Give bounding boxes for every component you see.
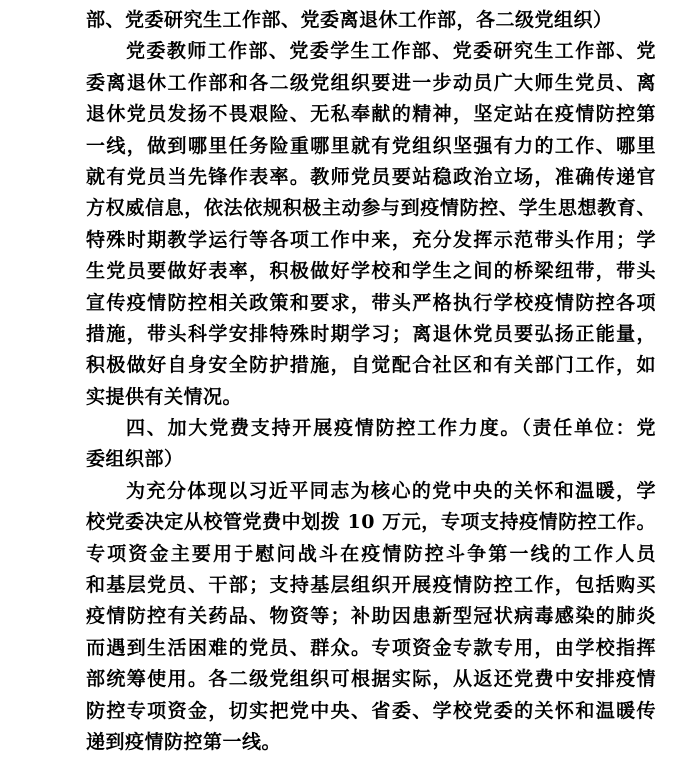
section-heading-line: 委组织部） bbox=[86, 448, 184, 471]
text-line: 实提供有关情况。 bbox=[86, 385, 243, 408]
text-line: 而遇到生活困难的党员、群众。专项资金专款专用，由学校指挥 bbox=[86, 636, 656, 659]
text-line: 疫情防控有关药品、物资等；补助因患新型冠状病毒感染的肺炎 bbox=[86, 605, 656, 628]
text-line: 措施，带头科学安排特殊时期学习；离退休党员要弘扬正能量， bbox=[86, 322, 656, 345]
text-line: 宣传疫情防控相关政策和要求，带头严格执行学校疫情防控各项 bbox=[86, 291, 656, 314]
text-line: 就有党员当先锋作表率。教师党员要站稳政治立场，准确传递官 bbox=[86, 165, 656, 188]
text-line: 专项资金主要用于慰问战斗在疫情防控斗争第一线的工作人员 bbox=[86, 542, 656, 565]
text-line: 校党委决定从校管党费中划拨 10 万元，专项支持疫情防控工作。 bbox=[86, 511, 656, 534]
text-line: 部、党委研究生工作部、党委离退休工作部，各二级党组织） bbox=[86, 9, 613, 31]
text-line: 部统筹使用。各二级党组织可根据实际，从返还党费中安排疫情 bbox=[86, 668, 656, 691]
text-line: 一线，做到哪里任务险重哪里就有党组织坚强有力的工作、哪里 bbox=[86, 134, 656, 157]
text-line: 委离退休工作部和各二级党组织要进一步动员广大师生党员、离 bbox=[86, 71, 656, 94]
document-body-text bbox=[86, 5, 656, 758]
text-line: 防控专项资金，切实把党中央、省委、学校党委的关怀和温暖传 bbox=[86, 699, 656, 722]
text-line: 特殊时期教学运行等各项工作中来，充分发挥示范带头作用；学 bbox=[86, 228, 656, 251]
text-line: 递到疫情防控第一线。 bbox=[86, 730, 282, 753]
section-heading-line: 四、加大党费支持开展疫情防控工作力度。（责任单位：党 bbox=[126, 417, 656, 440]
text-line: 和基层党员、干部；支持基层组织开展疫情防控工作，包括购买 bbox=[86, 574, 656, 597]
text-line: 方权威信息，依法依规积极主动参与到疫情防控、学生思想教育、 bbox=[86, 197, 656, 220]
text-line: 生党员要做好表率，积极做好学校和学生之间的桥梁纽带，带头 bbox=[86, 260, 656, 283]
text-line: 为充分体现以习近平同志为核心的党中央的关怀和温暖，学 bbox=[126, 479, 656, 502]
text-line: 党委教师工作部、党委学生工作部、党委研究生工作部、党 bbox=[126, 40, 656, 63]
text-line: 积极做好自身安全防护措施，自觉配合社区和有关部门工作，如 bbox=[86, 354, 656, 377]
text-line: 退休党员发扬不畏艰险、无私奉献的精神，坚定站在疫情防控第 bbox=[86, 103, 656, 126]
